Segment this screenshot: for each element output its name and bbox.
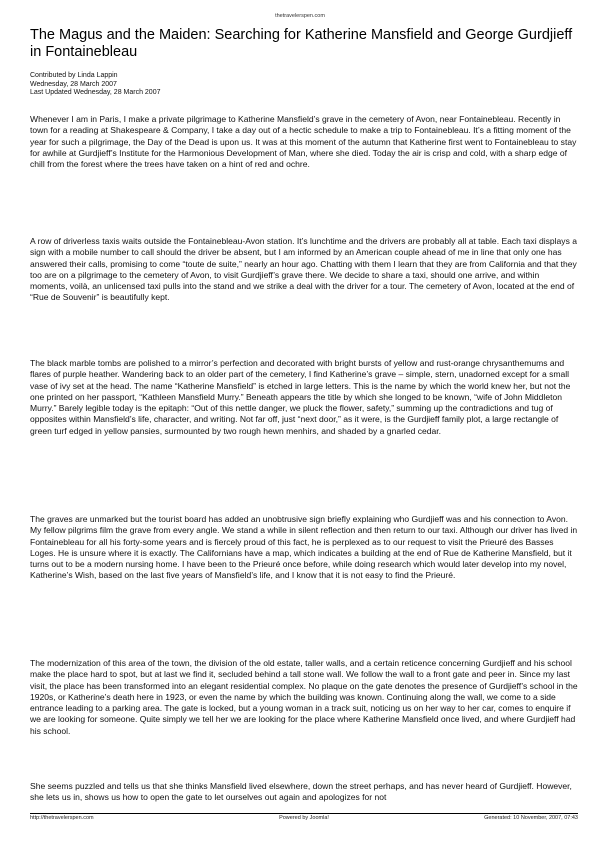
article-updated: Last Updated Wednesday, 28 March 2007 (30, 89, 161, 97)
site-header-url: thetravelerspen.com (275, 13, 325, 19)
paragraph: Whenever I am in Paris, I make a private pilgrimage to Katherine Mansfield’s grave in the cemetery of Avon, near Fontainebleau. Recently in town for a reading at Shakespeare & Company, I take a day out of a hectic schedule to make a trip to Fontainebleau. It’s a fitting moment of the year for such a pilgrimage, the Day of the Dead is upon us. It was at this moment of the autumn that Katherine first went to Fontainebleau to stay for awhile at Gurdjieff’s Institute for the Harmonious Development of Man, where she died. Today the air is crisp and cold, with a sharp edge of chill from the forest where the trees have taken on a hint of red and ochre. (30, 114, 577, 170)
article-date: Wednesday, 28 March 2007 (30, 80, 117, 88)
article-title: The Magus and the Maiden: Searching for Katherine Mansfield and George Gurdjieff in Fontainebleau (30, 27, 573, 60)
footer-generated-date: Generated: 10 November, 2007, 07:43 (484, 815, 578, 821)
footer-url-link[interactable]: http://thetravelerspen.com (30, 815, 94, 821)
paragraph: She seems puzzled and tells us that she thinks Mansfield lived elsewhere, down the street perhaps, and has never heard of Gurdjieff. However, she lets us in, shows us how to open the gate to let ourselves out again and apologizes for not (30, 781, 572, 803)
paragraph: The graves are unmarked but the tourist board has added an unobtrusive sign briefly explaining who Gurdjieff was and his connection to Avon. My fellow pilgrims film the grave from every angle. We stand a while in silent reflection and then return to our taxi. Although our driver has lived in Fontainebleau for all his forty-some years and is fiercely proud of this fact, he is perplexed as to our request to visit the Prieuré des Basses Loges. He is unsure where it is exactly. The Californians have a map, which indicates a building at the end of Rue de Katherine Mansfield, but it turns out to be a modern nursing home. I have been to the Prieuré once before, while doing research which would later develop into my novel, Katherine’s Wish, based on the last five years of Mansfield’s life, and I know that it is not easy to find the Prieuré. (30, 514, 578, 581)
paragraph: The modernization of this area of the town, the division of the old estate, taller walls, and a certain reticence concerning Gurdjieff and his school make the place hard to spot, but at last we find it, secluded behind a tall stone wall. We follow the wall to a front gate and peer in. Since my last visit, the place has been transformed into an elegant residential complex. No plaque on the gate denotes the presence of Gurdjieff’s school in the 1920s, or Katherine’s death here in 1923, or even the name by which the building was known. Continuing along the wall, we come to a side entrance leading to a parking area. The gate is locked, but a young woman in a track suit, noticing us on her way to her car, comes to enquire if we are looking for someone. Quite simply we tell her we are looking for the place where Katherine Mansfield once lived, and where Gurdjieff had his school. (30, 658, 578, 736)
paragraph: The black marble tombs are polished to a mirror’s perfection and decorated with bright bursts of yellow and rust-orange chrysanthemums and flares of purple heather. Wandering back to an older part of the cemetery, I find Katherine’s grave – simple, stern, unadorned except for a small vase of ivy set at the head. The name “Katherine Mansfield” is etched in large letters. This is the name by which the world knew her, but not the one printed on her passport, “Kathleen Mansfield Murry.” Beneath appears the title by which she longed to be known, “wife of John Middleton Murry.” Barely legible today is the epitaph: “Out of this nettle danger, we pluck the flower, safety,” summing up the contradictions and tug of opposites within Mansfield’s life, character, and writing. Not far off, just “next door,” as it were, is the Gurdjieff family plot, a large rectangle of green turf edged in yellow pansies, surmounted by two rough hewn menhirs, and shaded by a gnarled cedar. (30, 358, 571, 436)
footer-powered-by: Powered by Joomla! (279, 815, 329, 821)
article-contributor: Contributed by Linda Lappin (30, 72, 118, 79)
paragraph: A row of driverless taxis waits outside the Fontainebleau-Avon station. It’s lunchtime and the drivers are probably all at table. Each taxi displays a sign with a mobile number to call should the driver be absent, but I am informed by an American couple ahead of me in line that only one has answered their calls, promising to come “toute de suite,” nearly an hour ago. Chatting with them I learn that they are from California and that they too are on a pilgrimage to the cemetery of Avon, to visit Gurdjieff’s grave there. We decide to share a taxi, should one arrive, and within moments, voilà, an unlicensed taxi pulls into the stand and we strike a deal with the driver for a tour. The cemetery of Avon, located at the end of “Rue de Souvenir” is beautifully kept. (30, 236, 577, 303)
article-meta (30, 72, 161, 98)
page-footer (30, 813, 578, 824)
